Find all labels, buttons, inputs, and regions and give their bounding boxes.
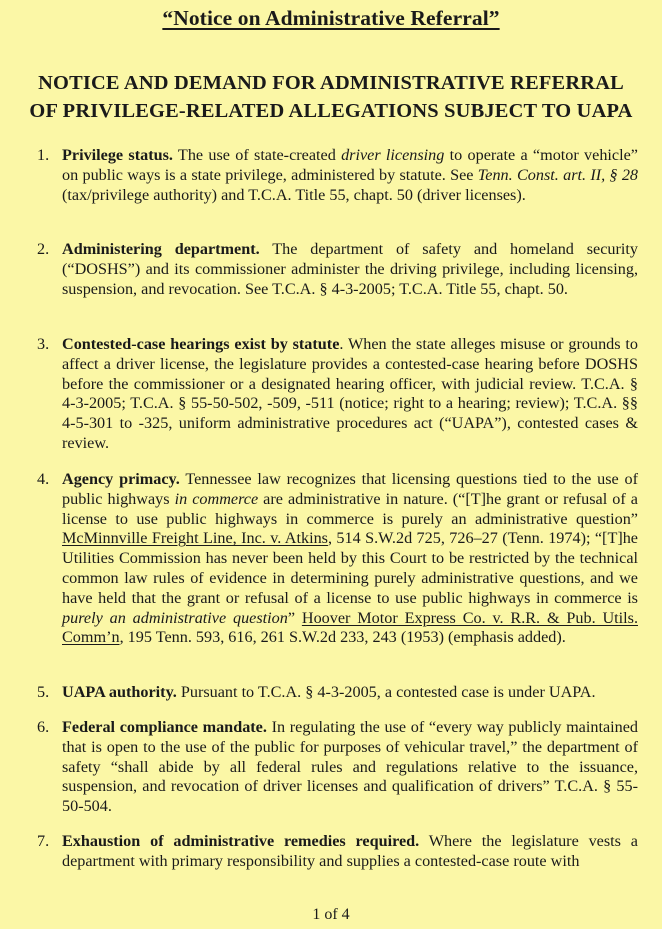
item-heading: Federal compliance mandate.: [62, 718, 267, 736]
item-text: Where the legislature vests a department with primary responsibility and supplies a contested-case route with: [62, 832, 638, 870]
page-number: 1 of 4: [312, 906, 350, 923]
main-heading: [0, 69, 662, 125]
item-number: 2.: [37, 240, 50, 258]
list-item-4: [37, 470, 638, 648]
item-heading: Exhaustion of administrative remedies required.: [62, 832, 420, 850]
item-number: 6.: [37, 718, 50, 736]
item-citation-italic: Tenn. Const. art. II, § 28: [477, 165, 639, 184]
list-item-6: [37, 718, 639, 817]
list-item-3: [37, 335, 638, 454]
item-heading: Administering department.: [62, 240, 260, 258]
main-heading-line-1: NOTICE AND DEMAND FOR ADMINISTRATIVE REFERRAL: [38, 72, 624, 94]
item-text-italic: purely an administrative question: [62, 608, 288, 627]
case-citation-link: McMinnville Freight Line, Inc. v. Atkins: [62, 529, 328, 548]
list-item-7: [37, 832, 638, 872]
item-heading: Contested-case hearings exist by statute: [62, 335, 340, 353]
list-item-2: [37, 240, 638, 299]
item-text: , 195 Tenn. 593, 616, 261 S.W.2d 233, 243 (1953) (emphasis added).: [119, 628, 566, 647]
item-text: are administrative in nature. (“[T]he grant or refusal of a license to use public highways in commerce is purely an administrative question”: [62, 489, 638, 528]
item-text: In regulating the use of “every way publicly maintained that is open to the use of the public for purposes of vehicular travel,” the department of safety “shall abide by all federal rules and regulations relative to the issuance, suspension, and revocation of driver licenses and qualification of drivers” T.C.A. § 55-50-504.: [62, 718, 639, 816]
document-title: “Notice on Administrative Referral”: [162, 6, 500, 30]
item-text: . When the state alleges misuse or grounds to affect a driver license, the legislature provides a contested-case hearing before DOSHS before the commissioner or a designated hearing officer, with judicial review. T.C.A. § 4-3-2005; T.C.A. § 55-50-502, -509, -511 (notice; right to a hearing; review); T.C.A. §§ 4-5-301 to -325, uniform administrative procedures act (“UAPA”), contested cases & review.: [62, 335, 638, 452]
item-text: ”: [287, 608, 302, 627]
item-text: to operate a “motor vehicle” on public ways is a state privilege, administered by statute. See: [62, 146, 638, 184]
list-item-5: [37, 683, 638, 703]
item-number: 7.: [37, 832, 50, 850]
main-heading-line-2: OF PRIVILEGE-RELATED ALLEGATIONS SUBJECT TO UAPA: [29, 100, 633, 122]
item-text: Tennessee law recognizes that licensing questions tied to the use of public highways: [62, 470, 638, 508]
item-number: 1.: [37, 146, 50, 164]
case-citation-link: Hoover Motor Express Co. v. R.R. & Pub. Utils. Comm’n: [62, 608, 638, 647]
item-number: 4.: [37, 470, 50, 488]
item-heading: Privilege status.: [62, 146, 173, 164]
item-text: (tax/privilege authority) and T.C.A. Title 55, chapt. 50 (driver licenses).: [62, 185, 526, 204]
item-number: 5.: [37, 683, 50, 701]
item-heading: UAPA authority.: [62, 683, 177, 701]
item-text: , 514 S.W.2d 725, 726–27 (Tenn. 1974); “[T]he Utilities Commission has never been held by this Court to be restricted by the technical common law rules of evidence in determining purely administrative questions, and we have held that the grant or refusal of a license to use public highways in commerce is: [62, 529, 638, 607]
item-number: 3.: [37, 335, 50, 353]
item-heading: Agency primacy.: [62, 470, 180, 488]
item-text: The use of state-created: [172, 146, 342, 164]
item-text-italic: driver licensing: [341, 146, 445, 164]
item-text-italic: in commerce: [174, 489, 259, 508]
list-item-1: [37, 146, 639, 205]
item-text: Pursuant to T.C.A. § 4-3-2005, a contested case is under UAPA.: [176, 683, 596, 701]
item-text: The department of safety and homeland security (“DOSHS”) and its commissioner administer the driving privilege, including licensing, suspension, and revocation. See T.C.A. § 4-3-2005; T.C.A. Title 55, chapt. 50.: [62, 240, 638, 298]
